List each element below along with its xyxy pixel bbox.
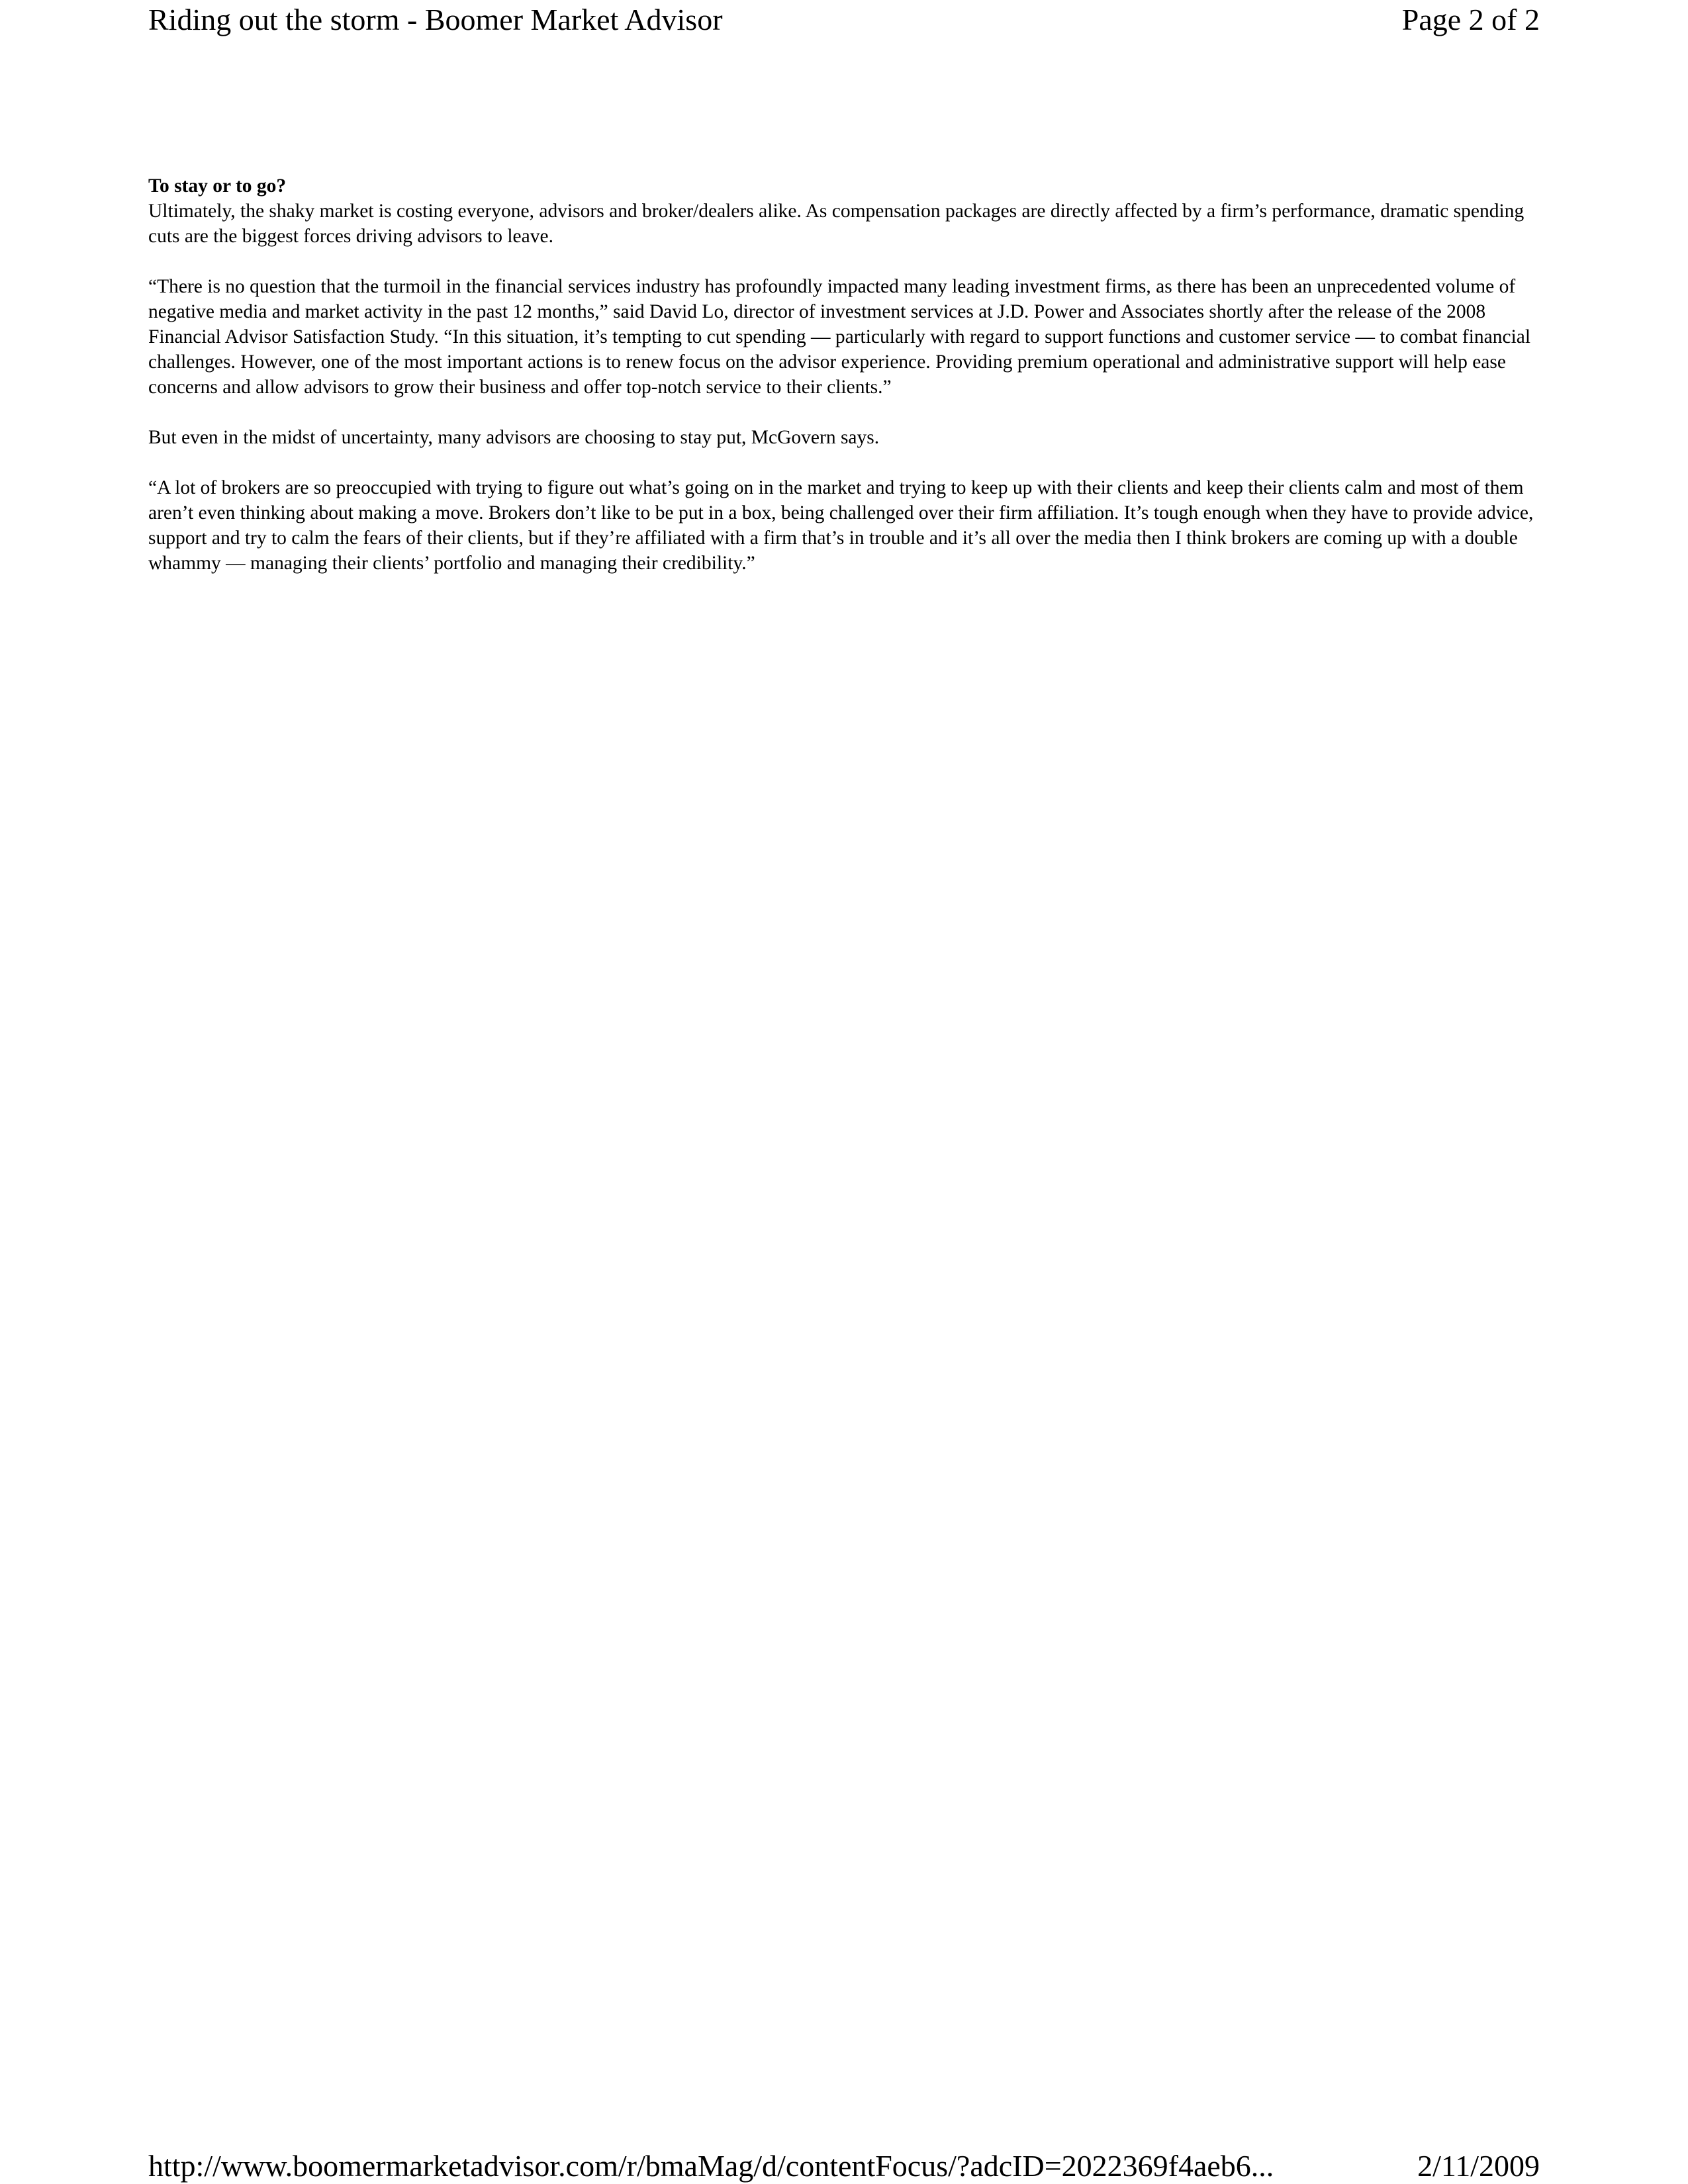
section-heading: To stay or to go? (148, 175, 287, 197)
article-paragraph-2: “There is no question that the turmoil in the financial services industry has profoundly impacted many leading investment firms, as there has been an unprecedented volume of negative media and market activity in the past 12 months,” said David Lo, director of investment services at J.D. Power and Associates shortly after the release of the 2008 Financial Advisor Satisfaction Study. “In this situation, it’s tempting to cut spending — particularly with regard to support functions and customer service — to combat financial challenges. However, one of the most important actions is to renew focus on the advisor experience. Providing premium operational and administrative support will help ease concerns and allow advisors to grow their business and offer top-notch service to their clients.” (148, 276, 1531, 398)
article-paragraph-4: “A lot of brokers are so preoccupied with trying to figure out what’s going on in the market and trying to keep up with their clients and keep their clients calm and most of them aren’t even thinking about making a move. Brokers don’t like to be put in a box, being challenged over their firm affiliation. It’s tough enough when they have to provide advice, support and try to calm the fears of their clients, but if they’re affiliated with a firm that’s in trouble and it’s all over the media then I think brokers are coming up with a double whammy — managing their clients’ portfolio and managing their credibility.” (148, 477, 1534, 574)
article-body (148, 173, 1545, 601)
page-header-title: Riding out the storm - Boomer Market Advisor (148, 3, 723, 36)
article-paragraph-1: Ultimately, the shaky market is costing everyone, advisors and broker/dealers alike. As compensation packages are directly affected by a firm’s performance, dramatic spending cuts are the biggest forces driving advisors to leave. (148, 201, 1524, 247)
footer-source-url: http://www.boomermarketadvisor.com/r/bmaMag/d/contentFocus/?adcID=2022369f4aeb6... (148, 2149, 1274, 2183)
article-paragraph-3: But even in the midst of uncertainty, many advisors are choosing to stay put, McGovern says. (148, 427, 880, 448)
footer-print-date: 2/11/2009 (1417, 2149, 1540, 2183)
page-number-indicator: Page 2 of 2 (1401, 3, 1540, 36)
